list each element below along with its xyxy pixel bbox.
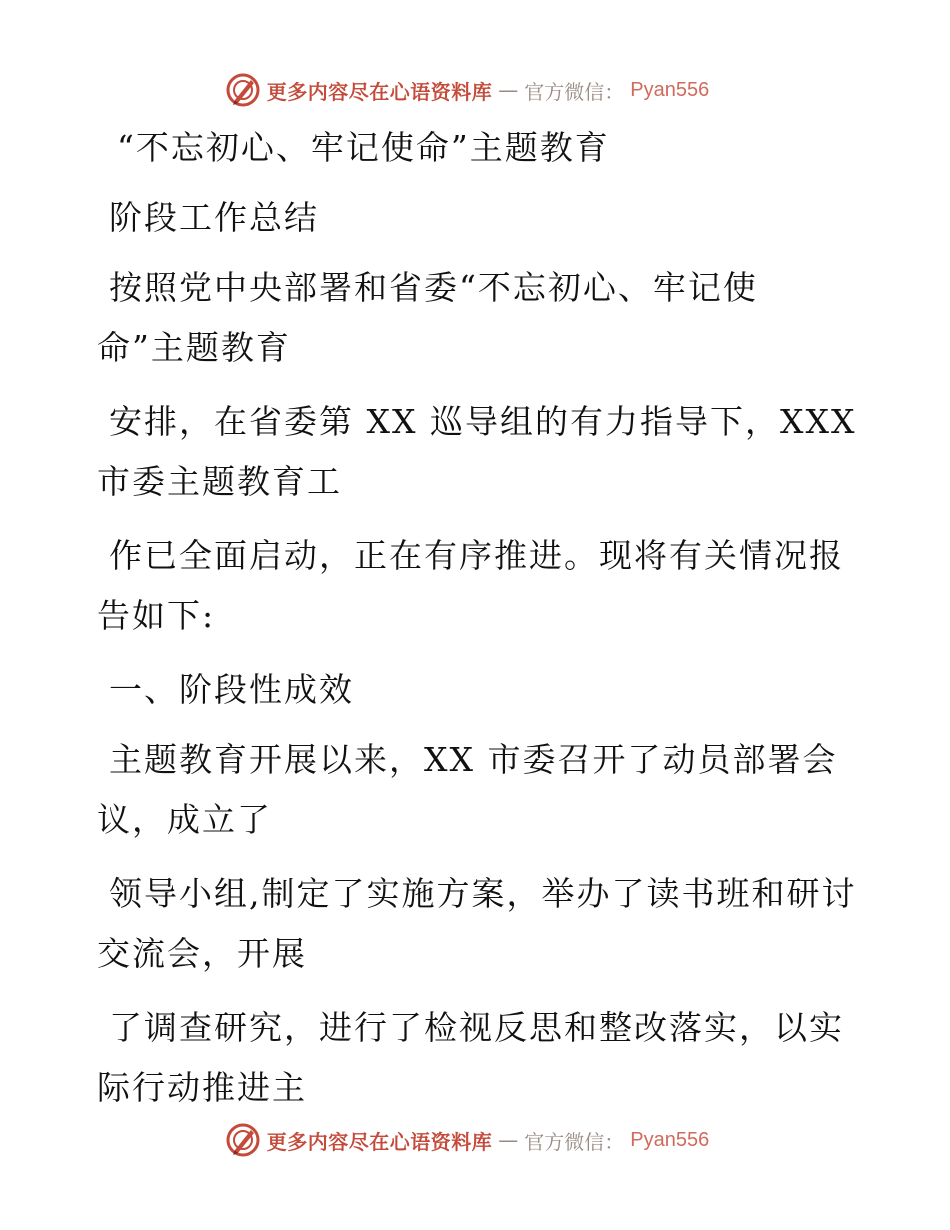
paragraph-4-line-1: 主题教育开展以来，XX 市委召开了动员部署会 bbox=[109, 740, 838, 779]
paragraph-1-line-2: 命”主题教育 bbox=[97, 328, 291, 367]
paragraph-4-line-2: 议，成立了 bbox=[97, 800, 272, 839]
header-watermark bbox=[0, 68, 950, 112]
paragraph-6-line-1: 了调查研究，进行了检视反思和整改落实，以实 bbox=[109, 1008, 844, 1047]
title-line-2: 阶段工作总结 bbox=[109, 198, 319, 237]
title-line-1: “不忘初心、牢记使命”主题教育 bbox=[117, 128, 610, 167]
document-body bbox=[97, 118, 857, 1132]
footer-watermark bbox=[0, 1118, 950, 1162]
paragraph-4 bbox=[97, 730, 857, 850]
section-heading-1 bbox=[97, 660, 857, 720]
watermark-group-footer bbox=[225, 1122, 709, 1158]
paragraph-3-line-1: 作已全面启动，正在有序推进。现将有关情况报 bbox=[109, 536, 844, 575]
paragraph-6 bbox=[97, 998, 857, 1118]
watermark-wechat-id: Pyan556 bbox=[630, 1128, 710, 1151]
watermark-site: 更多内容尽在心语资料库 bbox=[266, 79, 493, 104]
watermark-wechat-label: 官方微信： bbox=[524, 79, 625, 104]
watermark-group bbox=[225, 72, 709, 108]
watermark-wechat-label: 官方微信： bbox=[524, 1129, 625, 1154]
watermark-wechat-id: Pyan556 bbox=[630, 78, 710, 101]
watermark-site: 更多内容尽在心语资料库 bbox=[266, 1129, 493, 1154]
paragraph-5-line-2: 交流会，开展 bbox=[97, 934, 307, 973]
paragraph-1 bbox=[97, 258, 857, 378]
paragraph-5 bbox=[97, 864, 857, 984]
pen-logo-icon bbox=[225, 72, 261, 108]
document-subtitle bbox=[97, 188, 857, 248]
paragraph-5-line-1: 领导小组,制定了实施方案，举办了读书班和研讨 bbox=[109, 874, 857, 913]
paragraph-2-line-2: 市委主题教育工 bbox=[97, 462, 342, 501]
paragraph-2-line-1: 安排，在省委第 XX 巡导组的有力指导下，XXX bbox=[109, 402, 857, 441]
document-title bbox=[97, 118, 857, 178]
watermark-separator: — bbox=[498, 78, 519, 102]
watermark-separator: — bbox=[498, 1128, 519, 1152]
paragraph-2 bbox=[97, 392, 857, 512]
pen-logo-icon bbox=[225, 1122, 261, 1158]
paragraph-1-line-1: 按照党中央部署和省委“不忘初心、牢记使 bbox=[109, 268, 758, 307]
paragraph-3 bbox=[97, 526, 857, 646]
paragraph-6-line-2: 际行动推进主 bbox=[97, 1068, 307, 1107]
section-heading-1-text: 一、阶段性成效 bbox=[109, 670, 354, 709]
paragraph-3-line-2: 告如下: bbox=[97, 596, 216, 635]
